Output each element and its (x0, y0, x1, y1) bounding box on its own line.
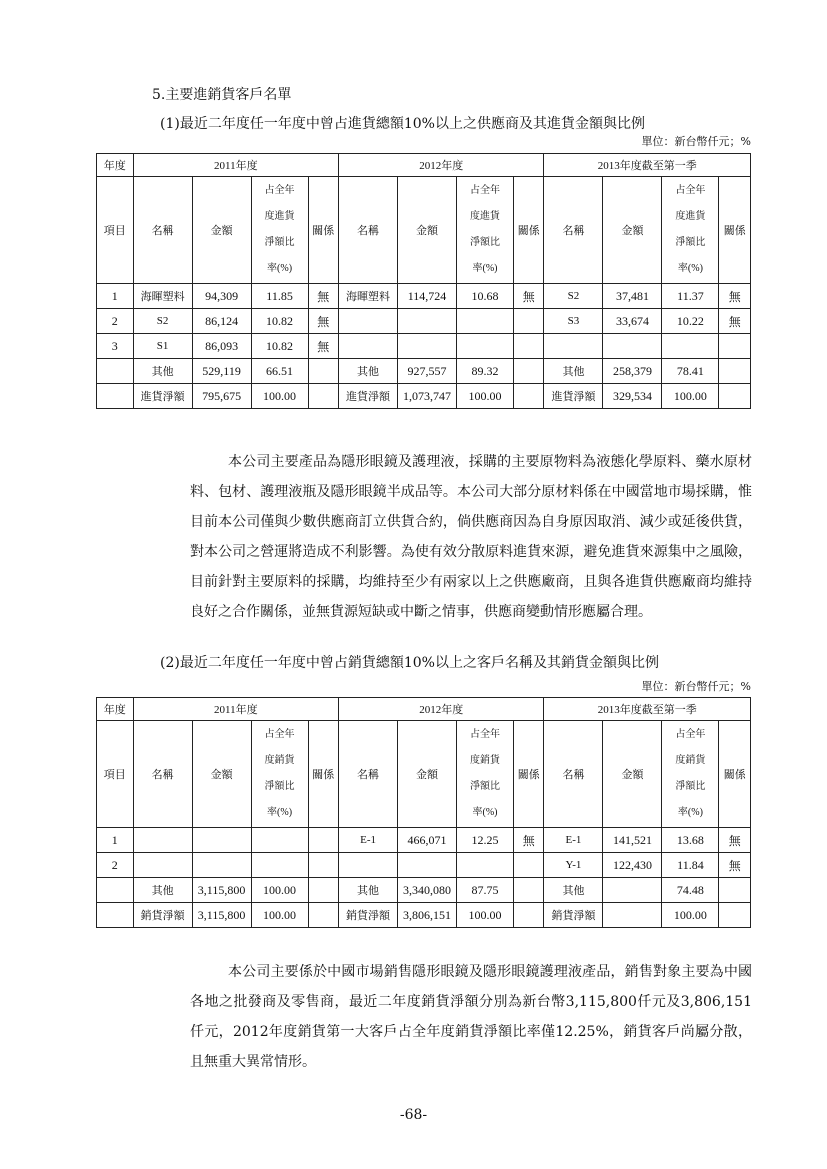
amount-cell: 33,674 (603, 309, 662, 334)
supplier-table (96, 153, 751, 409)
ratio-header-line: 占全年 (675, 729, 706, 740)
section-title: 5.主要進銷貨客戶名單 (152, 87, 292, 103)
ratio-header-line: 率(%) (267, 263, 293, 274)
relation-cell: 無 (719, 853, 751, 878)
ratio-cell: 12.25 (457, 828, 514, 853)
relation-cell (308, 903, 339, 928)
amount-cell: 258,379 (603, 359, 662, 384)
name-header: 名稱 (339, 177, 398, 284)
name-cell: 海暉塑料 (133, 284, 192, 309)
relation-cell (513, 853, 544, 878)
relation-cell (308, 828, 339, 853)
relation-cell (513, 878, 544, 903)
relation-header: 關係 (513, 177, 544, 284)
relation-cell (513, 384, 544, 409)
relation-cell: 無 (308, 309, 339, 334)
ratio-cell: 11.85 (251, 284, 308, 309)
item-header: 項目 (97, 177, 134, 284)
amount-cell: 3,115,800 (192, 878, 251, 903)
amount-cell: 3,806,151 (398, 903, 457, 928)
ratio-header-line: 占全年 (264, 185, 295, 196)
item-header: 項目 (97, 721, 134, 828)
supplier-table-title: (1)最近二年度任一年度中曾占進貨總額10%以上之供應商及其進貨金額與比例 (160, 116, 645, 132)
relation-cell (513, 309, 544, 334)
amount-cell (603, 903, 662, 928)
amount-cell (192, 853, 251, 878)
amount-cell: 122,430 (603, 853, 662, 878)
ratio-cell (662, 334, 719, 359)
ratio-header-line: 度進貨 (470, 211, 500, 222)
name-cell (544, 334, 603, 359)
name-cell (339, 853, 398, 878)
ratio-header (457, 721, 514, 828)
table-row (97, 903, 751, 928)
ratio-header-line: 淨額比 (470, 781, 500, 792)
name-cell: 進貨淨額 (133, 384, 192, 409)
name-cell: 其他 (544, 878, 603, 903)
relation-cell (513, 903, 544, 928)
name-cell: S1 (133, 334, 192, 359)
year-header: 2013年度截至第一季 (544, 698, 751, 721)
ratio-header-line: 淨額比 (470, 237, 500, 248)
relation-cell: 無 (719, 309, 751, 334)
relation-cell (308, 359, 339, 384)
ratio-cell: 100.00 (457, 903, 514, 928)
amount-header: 金額 (192, 177, 251, 284)
table-row (97, 334, 751, 359)
amount-header: 金額 (398, 721, 457, 828)
amount-cell: 3,340,080 (398, 878, 457, 903)
ratio-header-line: 率(%) (472, 807, 498, 818)
row-item-number: 1 (97, 828, 134, 853)
year-header: 2012年度 (339, 698, 544, 721)
ratio-header-line: 度銷貨 (470, 755, 500, 766)
table-row (97, 828, 751, 853)
relation-cell (513, 359, 544, 384)
relation-header: 關係 (308, 177, 339, 284)
amount-cell: 94,309 (192, 284, 251, 309)
name-cell: 銷貨淨額 (133, 903, 192, 928)
ratio-cell: 78.41 (662, 359, 719, 384)
ratio-header-line: 淨額比 (264, 781, 295, 792)
row-item-number: 3 (97, 334, 134, 359)
ratio-header-line: 淨額比 (264, 237, 295, 248)
customer-unit-note: 單位：新台幣仟元；% (641, 680, 751, 693)
supplier-unit-note: 單位：新台幣仟元；% (641, 135, 751, 148)
year-header: 2013年度截至第一季 (544, 154, 751, 177)
year-header: 2011年度 (133, 698, 338, 721)
relation-cell: 無 (513, 284, 544, 309)
ratio-cell (457, 853, 514, 878)
table-row (97, 878, 751, 903)
ratio-cell: 100.00 (662, 903, 719, 928)
amount-cell: 529,119 (192, 359, 251, 384)
amount-header: 金額 (603, 721, 662, 828)
ratio-cell: 100.00 (662, 384, 719, 409)
amount-cell: 795,675 (192, 384, 251, 409)
ratio-cell: 11.84 (662, 853, 719, 878)
name-cell: 其他 (133, 878, 192, 903)
relation-cell (719, 903, 751, 928)
ratio-cell: 87.75 (457, 878, 514, 903)
relation-cell (308, 878, 339, 903)
amount-header: 金額 (192, 721, 251, 828)
ratio-header-line: 淨額比 (675, 237, 706, 248)
name-cell: 海暉塑料 (339, 284, 398, 309)
relation-cell (308, 384, 339, 409)
ratio-cell: 10.82 (251, 334, 308, 359)
relation-cell (719, 384, 751, 409)
name-cell: E-1 (544, 828, 603, 853)
name-cell: 其他 (339, 359, 398, 384)
relation-cell (513, 334, 544, 359)
row-item-number: 1 (97, 284, 134, 309)
ratio-cell: 100.00 (251, 878, 308, 903)
ratio-cell (457, 334, 514, 359)
amount-header: 金額 (603, 177, 662, 284)
ratio-header (662, 177, 719, 284)
customer-table (96, 697, 751, 928)
name-cell: 其他 (544, 359, 603, 384)
name-header: 名稱 (544, 177, 603, 284)
ratio-header-line: 率(%) (472, 263, 498, 274)
ratio-header (662, 721, 719, 828)
customer-paragraph: 本公司主要係於中國市場銷售隱形眼鏡及隱形眼鏡護理液產品，銷售對象主要為中國各地之批發商及零售商，最近二年度銷貨淨額分別為新台幣3,115,800仟元及3,806,151仟元，2012年度銷貨第一大客戶占全年度銷貨淨額比率僅12.25%，銷貨客戶尚屬分散，且無重大異常情形。 (190, 964, 752, 1070)
row-item-number (97, 359, 134, 384)
ratio-header-line: 率(%) (677, 807, 703, 818)
ratio-cell: 100.00 (251, 384, 308, 409)
ratio-header (251, 721, 308, 828)
relation-cell: 無 (513, 828, 544, 853)
year-header-label: 年度 (97, 154, 134, 177)
ratio-cell: 89.32 (457, 359, 514, 384)
ratio-cell: 74.48 (662, 878, 719, 903)
relation-header: 關係 (308, 721, 339, 828)
name-cell: S2 (133, 309, 192, 334)
table-row (97, 853, 751, 878)
ratio-header-line: 占全年 (675, 185, 706, 196)
table-row (97, 384, 751, 409)
name-cell (133, 828, 192, 853)
table-row (97, 284, 751, 309)
name-header: 名稱 (339, 721, 398, 828)
amount-cell: 86,124 (192, 309, 251, 334)
page-number: -68- (399, 1107, 428, 1123)
ratio-header-line: 占全年 (470, 729, 500, 740)
ratio-header-line: 度銷貨 (264, 755, 295, 766)
ratio-cell: 66.51 (251, 359, 308, 384)
name-cell: 銷貨淨額 (544, 903, 603, 928)
relation-cell (719, 334, 751, 359)
name-cell (339, 309, 398, 334)
ratio-header-line: 淨額比 (675, 781, 706, 792)
relation-cell (308, 853, 339, 878)
year-header-label: 年度 (97, 698, 134, 721)
relation-cell (719, 359, 751, 384)
amount-cell (603, 878, 662, 903)
name-cell (339, 334, 398, 359)
name-header: 名稱 (133, 177, 192, 284)
customer-table-title: (2)最近二年度任一年度中曾占銷貨總額10%以上之客戶名稱及其銷貨金額與比例 (160, 655, 659, 671)
amount-cell: 3,115,800 (192, 903, 251, 928)
amount-cell: 1,073,747 (398, 384, 457, 409)
name-cell: S2 (544, 284, 603, 309)
ratio-cell: 10.82 (251, 309, 308, 334)
relation-cell: 無 (308, 334, 339, 359)
ratio-cell: 10.22 (662, 309, 719, 334)
row-item-number: 2 (97, 309, 134, 334)
row-item-number (97, 384, 134, 409)
ratio-cell (457, 309, 514, 334)
name-cell: 進貨淨額 (544, 384, 603, 409)
ratio-header-line: 率(%) (677, 263, 703, 274)
supplier-paragraph: 本公司主要產品為隱形眼鏡及護理液，採購的主要原物料為液態化學原料、藥水原材料、包材、護理液瓶及隱形眼鏡半成品等。本公司大部分原材料係在中國當地市場採購，惟目前本公司僅與少數供應商訂立供貨合約，倘供應商因為自身原因取消、減少或延後供貨，對本公司之營運將造成不利影響。為使有效分散原料進貨來源，避免進貨來源集中之風險，目前針對主要原料的採購，均維持至少有兩家以上之供應廠商，且與各進貨供應廠商均維持良好之合作關係，並無貨源短缺或中斷之情事，供應商變動情形應屬合理。 (190, 454, 752, 620)
relation-header: 關係 (719, 721, 751, 828)
ratio-cell: 10.68 (457, 284, 514, 309)
ratio-header-line: 占全年 (470, 185, 500, 196)
relation-cell: 無 (308, 284, 339, 309)
ratio-header-line: 率(%) (267, 807, 293, 818)
amount-cell (398, 853, 457, 878)
relation-cell (719, 878, 751, 903)
amount-cell: 37,481 (603, 284, 662, 309)
row-item-number (97, 903, 134, 928)
name-cell: Y-1 (544, 853, 603, 878)
amount-cell: 141,521 (603, 828, 662, 853)
amount-cell (398, 309, 457, 334)
year-header: 2011年度 (133, 154, 338, 177)
ratio-cell: 11.37 (662, 284, 719, 309)
amount-cell: 329,534 (603, 384, 662, 409)
amount-header: 金額 (398, 177, 457, 284)
amount-cell (398, 334, 457, 359)
ratio-header-line: 占全年 (264, 729, 295, 740)
ratio-cell: 100.00 (457, 384, 514, 409)
name-cell: 銷貨淨額 (339, 903, 398, 928)
ratio-header-line: 度進貨 (264, 211, 295, 222)
name-cell: 其他 (339, 878, 398, 903)
ratio-cell: 100.00 (251, 903, 308, 928)
table-row (97, 309, 751, 334)
name-header: 名稱 (133, 721, 192, 828)
table-row (97, 359, 751, 384)
ratio-cell: 13.68 (662, 828, 719, 853)
amount-cell: 86,093 (192, 334, 251, 359)
row-item-number (97, 878, 134, 903)
amount-cell: 927,557 (398, 359, 457, 384)
row-item-number: 2 (97, 853, 134, 878)
relation-cell: 無 (719, 828, 751, 853)
name-cell (133, 853, 192, 878)
amount-cell (603, 334, 662, 359)
name-header: 名稱 (544, 721, 603, 828)
ratio-cell (251, 828, 308, 853)
year-header: 2012年度 (339, 154, 544, 177)
relation-header: 關係 (513, 721, 544, 828)
name-cell: 進貨淨額 (339, 384, 398, 409)
amount-cell: 114,724 (398, 284, 457, 309)
name-cell: S3 (544, 309, 603, 334)
relation-header: 關係 (719, 177, 751, 284)
ratio-header (251, 177, 308, 284)
ratio-header-line: 度進貨 (675, 211, 706, 222)
name-cell: 其他 (133, 359, 192, 384)
name-cell: E-1 (339, 828, 398, 853)
ratio-cell (251, 853, 308, 878)
relation-cell: 無 (719, 284, 751, 309)
ratio-header (457, 177, 514, 284)
amount-cell: 466,071 (398, 828, 457, 853)
amount-cell (192, 828, 251, 853)
ratio-header-line: 度銷貨 (675, 755, 706, 766)
